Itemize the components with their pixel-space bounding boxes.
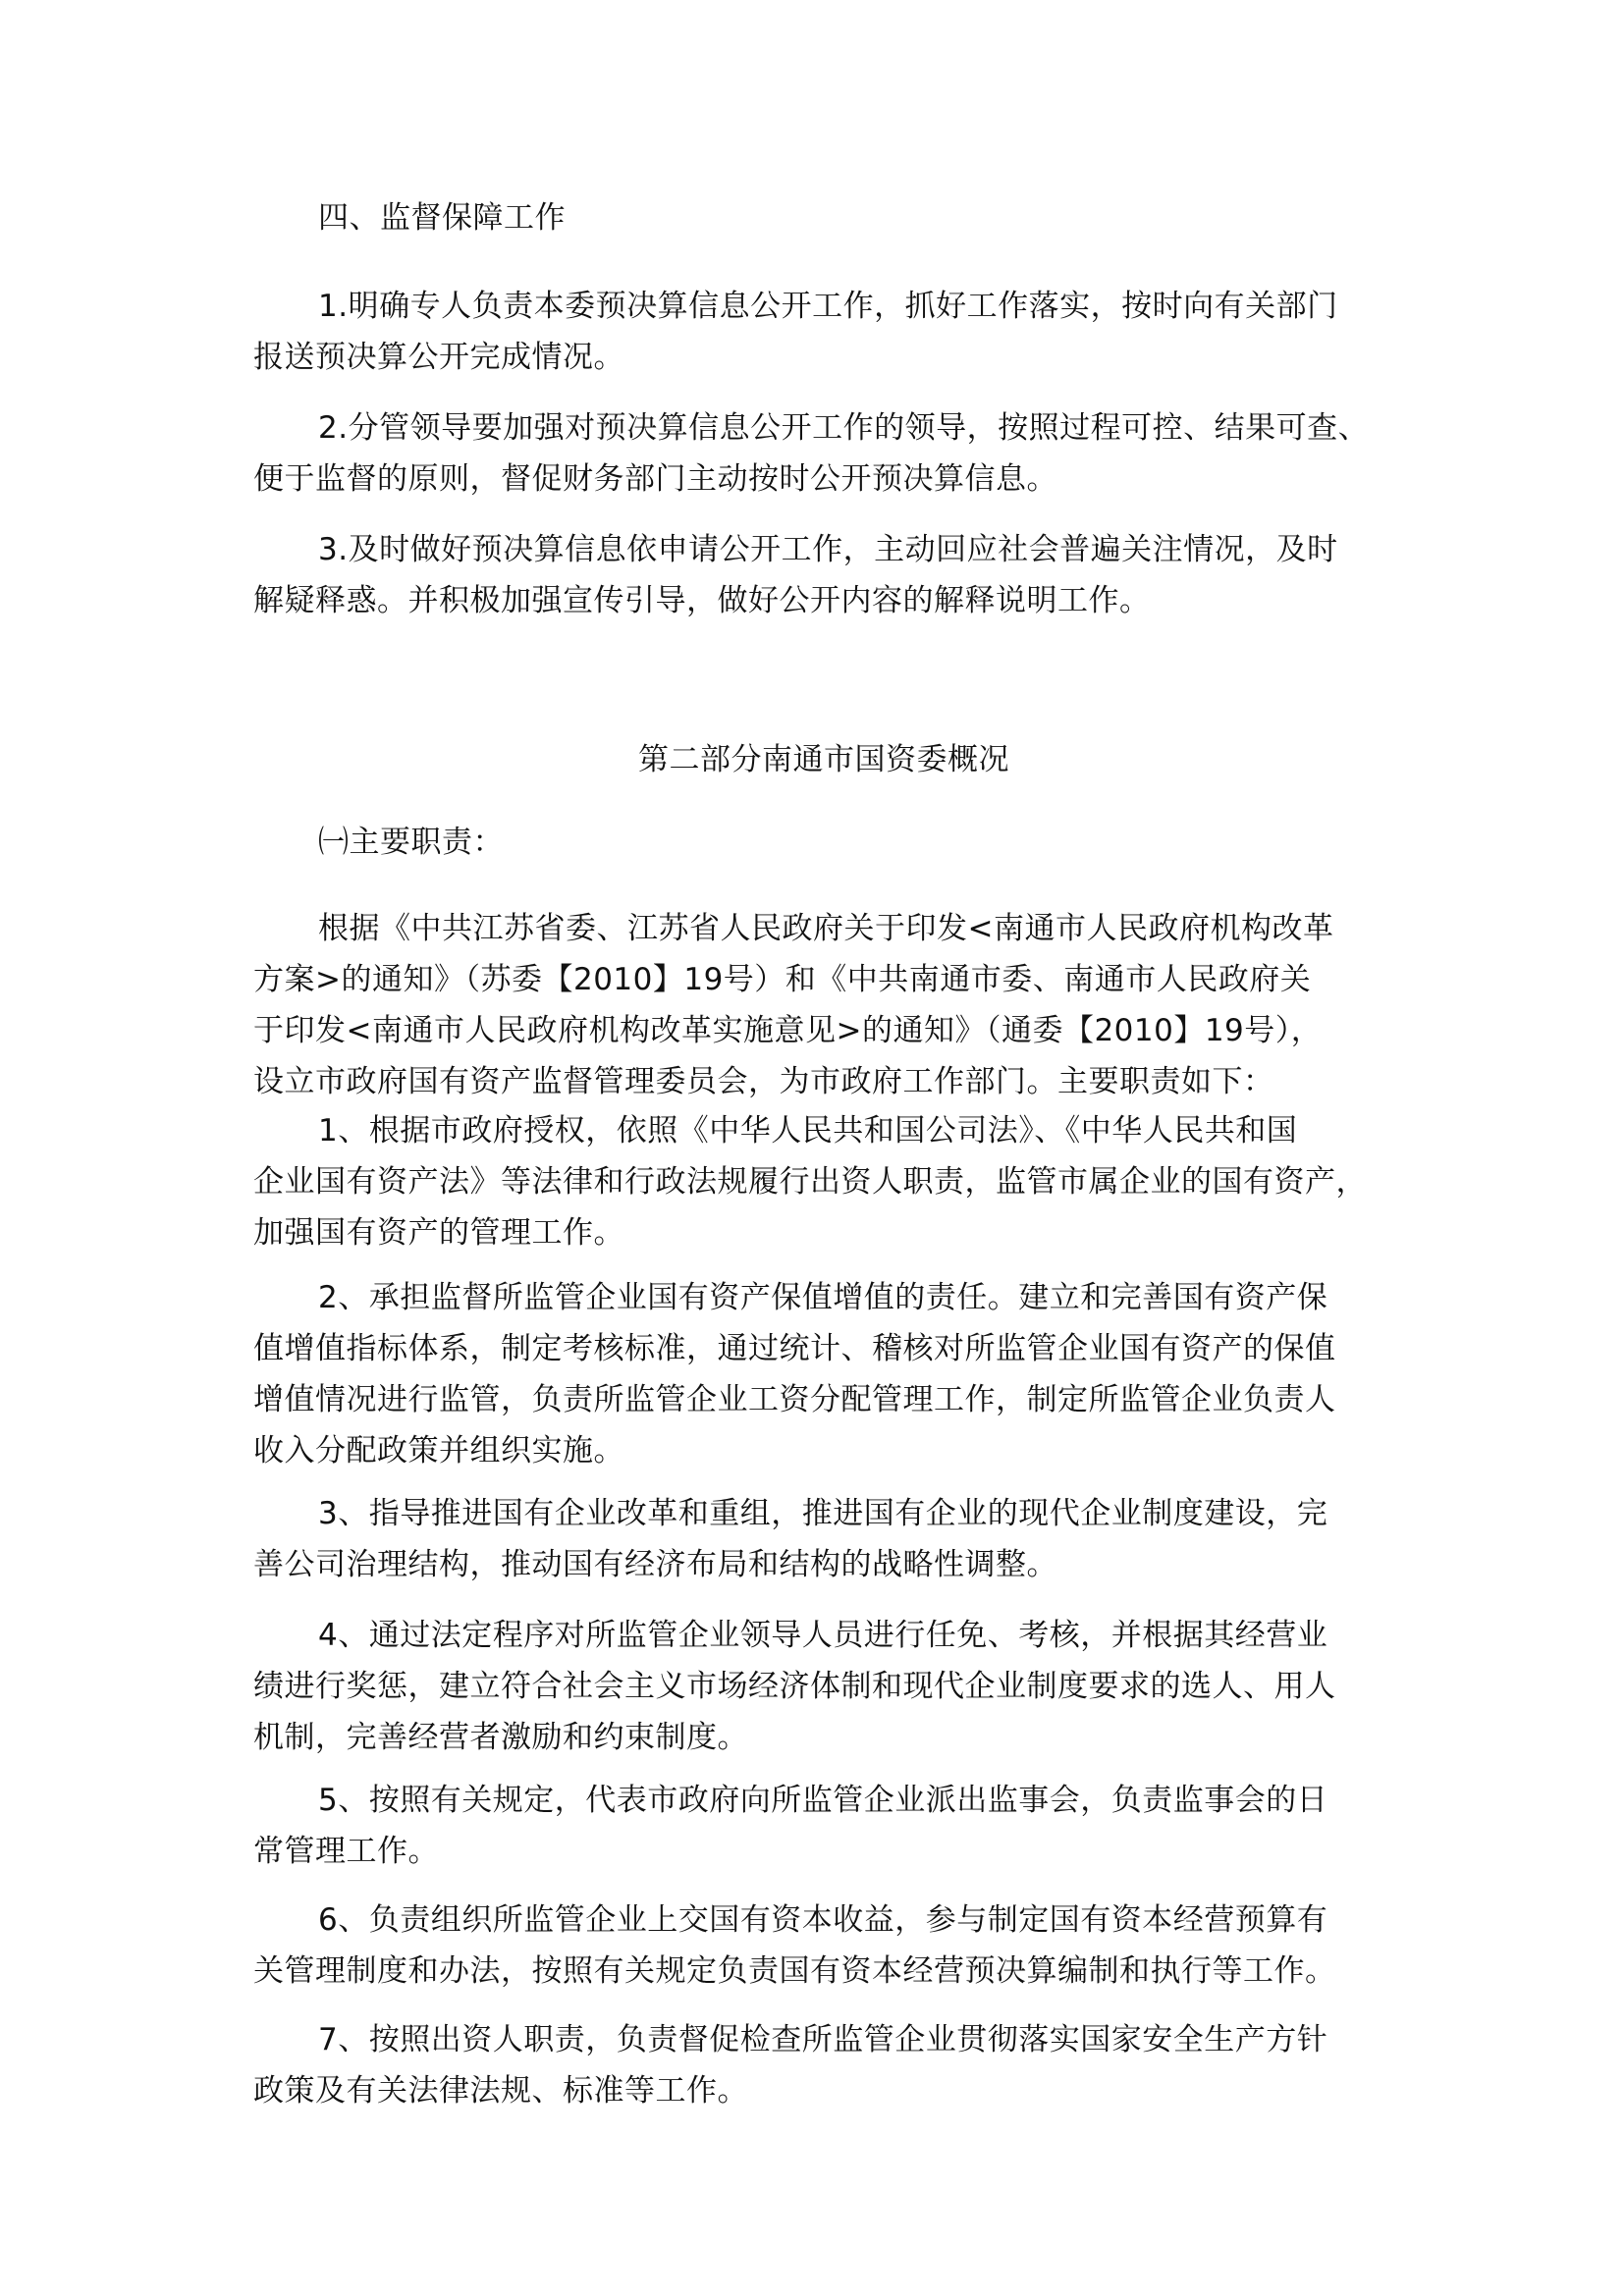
- paragraph-line: 3.及时做好预决算信息依申请公开工作，主动回应社会普遍关注情况，及时: [318, 532, 1338, 567]
- paragraph-line: 解疑释惑。并积极加强宣传引导，做好公开内容的解释说明工作。: [253, 583, 1151, 618]
- duty-item-4: [253, 1610, 1394, 1763]
- paragraph-item-1: [253, 281, 1394, 383]
- paragraph-line: 报送预决算公开完成情况。: [253, 340, 624, 375]
- subsection-heading-text: ㈠主要职责：: [318, 825, 504, 860]
- duty-item-7: [253, 2014, 1394, 2116]
- section-heading-text: 四、监督保障工作: [318, 200, 566, 236]
- paragraph-line: 2.分管领导要加强对预决算信息公开工作的领导，按照过程可控、结果可查、: [318, 410, 1370, 446]
- paragraph-line: 关管理制度和办法，按照有关规定负责国有资本经营预决算编制和执行等工作。: [253, 1953, 1336, 1989]
- duty-item-6: [253, 1895, 1394, 1997]
- paragraph-line: 加强国有资产的管理工作。: [253, 1215, 624, 1251]
- paragraph-line: 收入分配政策并组织实施。: [253, 1433, 624, 1468]
- paragraph-line: 增值情况进行监管，负责所监管企业工资分配管理工作，制定所监管企业负责人: [253, 1382, 1336, 1417]
- paragraph-line: 根据《中共江苏省委、江苏省人民政府关于印发<南通市人民政府机构改革: [318, 911, 1334, 946]
- paragraph-line: 于印发<南通市人民政府机构改革实施意见>的通知》（通委【2010】19号），: [253, 1013, 1323, 1048]
- paragraph-line: 1、根据市政府授权，依照《中华人民共和国公司法》、《中华人民共和国: [318, 1113, 1298, 1148]
- paragraph-line: 3、指导推进国有企业改革和重组，推进国有企业的现代企业制度建设，完: [318, 1496, 1328, 1531]
- part-title: [253, 734, 1394, 785]
- paragraph-line: 2、承担监督所监管企业国有资产保值增值的责任。建立和完善国有资产保: [318, 1280, 1328, 1315]
- paragraph-line: 1.明确专人负责本委预决算信息公开工作，抓好工作落实，按时向有关部门: [318, 289, 1338, 324]
- paragraph-line: 4、通过法定程序对所监管企业领导人员进行任免、考核，并根据其经营业: [318, 1618, 1328, 1653]
- paragraph-line: 便于监督的原则，督促财务部门主动按时公开预决算信息。: [253, 461, 1057, 497]
- duty-item-3: [253, 1488, 1394, 1590]
- paragraph-line: 善公司治理结构，推动国有经济布局和结构的战略性调整。: [253, 1547, 1057, 1582]
- paragraph-line: 常管理工作。: [253, 1834, 439, 1869]
- paragraph-line: 企业国有资产法》等法律和行政法规履行出资人职责，监管市属企业的国有资产，: [253, 1164, 1367, 1200]
- subsection-heading: [253, 817, 1394, 868]
- paragraph-line: 设立市政府国有资产监督管理委员会，为市政府工作部门。主要职责如下：: [253, 1064, 1274, 1099]
- paragraph-item-3: [253, 524, 1394, 626]
- intro-paragraph: [253, 903, 1394, 1107]
- duty-item-5: [253, 1775, 1394, 1877]
- paragraph-line: 7、按照出资人职责，负责督促检查所监管企业贯彻落实国家安全生产方针: [318, 2022, 1328, 2057]
- paragraph-line: 6、负责组织所监管企业上交国有资本收益，参与制定国有资本经营预算有: [318, 1902, 1328, 1938]
- duty-item-2: [253, 1272, 1394, 1476]
- paragraph-line: 值增值指标体系，制定考核标准，通过统计、稽核对所监管企业国有资产的保值: [253, 1331, 1336, 1366]
- duty-item-1: [253, 1105, 1394, 1258]
- paragraph-line: 机制，完善经营者激励和约束制度。: [253, 1720, 748, 1755]
- part-title-text: 第二部分南通市国资委概况: [638, 742, 1009, 777]
- section-heading: [253, 192, 1394, 243]
- paragraph-item-2: [253, 402, 1394, 505]
- paragraph-line: 5、按照有关规定，代表市政府向所监管企业派出监事会，负责监事会的日: [318, 1783, 1328, 1818]
- paragraph-line: 政策及有关法律法规、标准等工作。: [253, 2073, 748, 2109]
- paragraph-line: 方案>的通知》（苏委【2010】19号）和《中共南通市委、南通市人民政府关: [253, 962, 1312, 997]
- paragraph-line: 绩进行奖惩，建立符合社会主义市场经济体制和现代企业制度要求的选人、用人: [253, 1669, 1336, 1704]
